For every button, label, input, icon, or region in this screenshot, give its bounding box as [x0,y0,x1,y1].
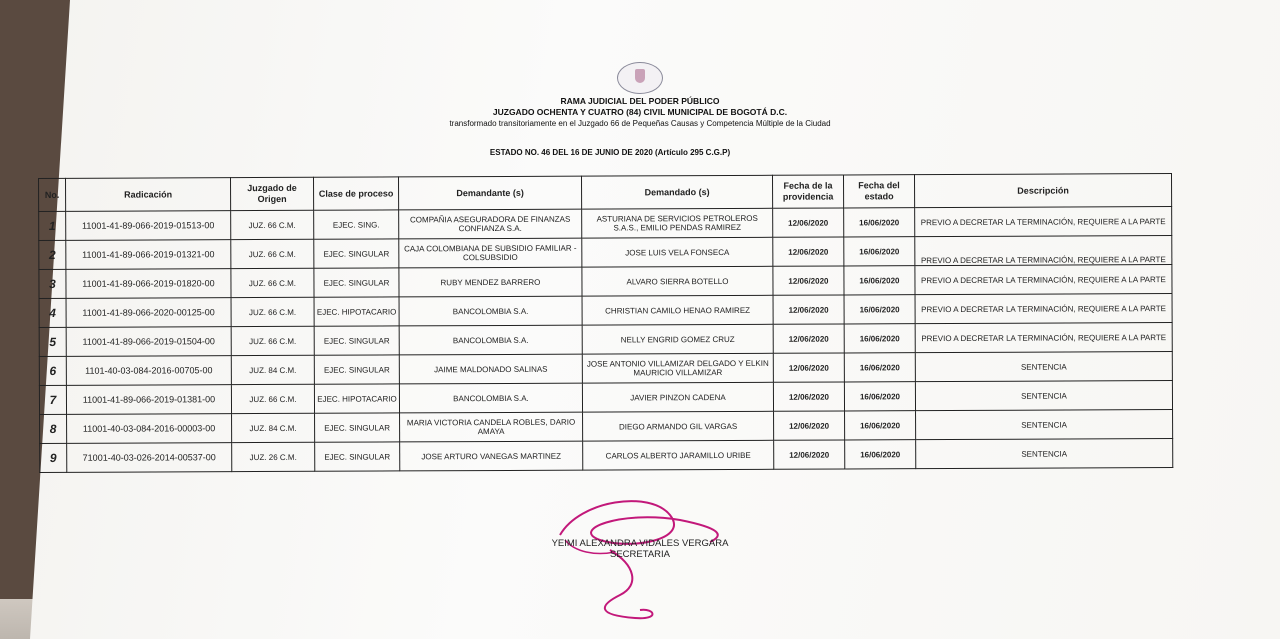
cell-no: 5 [39,327,66,356]
cell-no: 6 [39,356,66,385]
cell-fecha-estado: 16/06/2020 [844,266,915,295]
cell-juzgado: JUZ. 66 C.M. [231,239,314,268]
cell-clase: EJEC. HIPOTACARIO [314,297,399,326]
cell-fecha-estado: 16/06/2020 [844,353,915,382]
cell-fecha-providencia: 12/06/2020 [774,411,845,440]
cell-descripcion: PREVIO A DECRETAR LA TERMINACIÓN, REQUIERE A LA PARTE [915,294,1172,324]
estado-title: ESTADO NO. 46 DEL 16 DE JUNIO DE 2020 (Artículo 295 C.G.P) [489,148,731,157]
cell-demandante: BANCOLOMBIA S.A. [399,383,582,413]
cell-fecha-estado: 16/06/2020 [845,411,916,440]
col-header-descripcion: Descripción [914,174,1171,208]
cell-radicacion: 11001-41-89-066-2019-01381-00 [66,385,231,415]
table-row [40,439,1173,473]
cell-descripcion: SENTENCIA [915,381,1172,411]
col-header-clase: Clase de proceso [313,177,398,210]
cell-clase: EJEC. HIPOTACARIO [314,384,399,413]
cell-juzgado: JUZ. 84 C.M. [232,413,315,442]
header-line-3: transformado transitoriamente en el Juzgado 66 de Pequeñas Causas y Competencia Múltiple de la Ciudad [449,119,831,128]
cell-fecha-providencia: 12/06/2020 [774,440,845,469]
cell-demandado: NELLY ENGRID GOMEZ CRUZ [582,324,773,354]
signature-block [540,538,740,560]
cell-demandante: CAJA COLOMBIANA DE SUBSIDIO FAMILIAR - COLSUBSIDIO [399,238,582,268]
cell-fecha-providencia: 12/06/2020 [773,324,844,353]
cell-demandado: JOSE ANTONIO VILLAMIZAR DELGADO Y ELKIN MAURICIO VILLAMIZAR [582,353,773,383]
cell-fecha-providencia: 12/06/2020 [773,208,844,237]
cell-fecha-estado: 16/06/2020 [844,208,915,237]
cell-demandante: RUBY MENDEZ BARRERO [399,267,582,297]
document-header [0,62,1280,129]
cell-clase: EJEC. SINGULAR [314,268,399,297]
cell-clase: EJEC. SINGULAR [314,355,399,384]
cell-fecha-estado: 16/06/2020 [844,382,915,411]
col-header-fecha-estado: Fecha del estado [843,175,914,208]
cell-no: 8 [40,414,67,443]
cell-radicacion: 11001-41-89-066-2020-00125-00 [66,298,231,328]
cell-clase: EJEC. SINGULAR [315,413,400,442]
cell-juzgado: JUZ. 66 C.M. [231,210,314,239]
cell-descripcion: SENTENCIA [916,439,1173,469]
cell-no: 4 [39,298,66,327]
cell-radicacion: 11001-41-89-066-2019-01504-00 [66,327,231,357]
cell-demandado: JOSE LUIS VELA FONSECA [582,237,773,267]
cell-clase: EJEC. SINGULAR [315,442,400,471]
cell-demandante: BANCOLOMBIA S.A. [399,325,582,355]
handwritten-signature-icon [540,490,740,630]
cell-radicacion: 11001-41-89-066-2019-01820-00 [66,269,231,299]
col-header-demandante: Demandante (s) [398,176,581,210]
cell-fecha-estado: 16/06/2020 [845,440,916,469]
cell-demandante: JAIME MALDONADO SALINAS [399,354,582,384]
cell-demandado: CHRISTIAN CAMILO HENAO RAMIREZ [582,295,773,325]
cell-no: 9 [40,443,67,472]
col-header-juzgado: Juzgado de Origen [231,177,314,210]
cell-no: 7 [39,385,66,414]
table-header-row [39,174,1172,212]
cell-fecha-providencia: 12/06/2020 [773,237,844,266]
cell-radicacion: 11001-40-03-084-2016-00003-00 [67,414,232,444]
cell-fecha-providencia: 12/06/2020 [773,353,844,382]
cell-radicacion: 1101-40-03-084-2016-00705-00 [66,356,231,386]
signatory-role: SECRETARIA [609,549,670,560]
cell-fecha-estado: 16/06/2020 [844,295,915,324]
cell-clase: EJEC. SINGULAR [314,239,399,268]
cell-juzgado: JUZ. 26 C.M. [232,442,315,471]
cell-radicacion: 11001-41-89-066-2019-01513-00 [66,211,231,241]
cell-juzgado: JUZ. 66 C.M. [231,297,314,326]
cell-juzgado: JUZ. 66 C.M. [231,326,314,355]
cell-descripcion: PREVIO A DECRETAR LA TERMINACIÓN, REQUIERE A LA PARTE [915,236,1172,266]
cell-demandante: COMPAÑIA ASEGURADORA DE FINANZAS CONFIANZA S.A. [399,209,582,239]
cell-clase: EJEC. SINGULAR [314,326,399,355]
col-header-radicacion: Radicación [66,178,231,212]
cell-descripcion: SENTENCIA [916,410,1173,440]
cell-fecha-providencia: 12/06/2020 [773,295,844,324]
cell-demandado: ALVARO SIERRA BOTELLO [582,266,773,296]
estado-table [38,173,1173,473]
cell-descripcion: SENTENCIA [915,352,1172,382]
col-header-no: No. [39,178,66,211]
cell-juzgado: JUZ. 66 C.M. [231,384,314,413]
cell-radicacion: 71001-40-03-026-2014-00537-00 [67,443,232,473]
cell-descripcion: PREVIO A DECRETAR LA TERMINACIÓN, REQUIERE A LA PARTE [915,265,1172,295]
signatory-name: YEIMI ALEXANDRA VIDALES VERGARA [551,538,729,549]
col-header-fecha-providencia: Fecha de la providencia [772,175,843,208]
col-header-demandado: Demandado (s) [581,175,772,209]
cell-descripcion: PREVIO A DECRETAR LA TERMINACIÓN, REQUIERE A LA PARTE [915,323,1172,353]
cell-no: 1 [39,211,66,240]
cell-demandante: MARIA VICTORIA CANDELA ROBLES, DARIO AMAYA [400,412,583,442]
cell-demandado: DIEGO ARMANDO GIL VARGAS [583,411,774,441]
cell-demandante: JOSE ARTURO VANEGAS MARTINEZ [400,441,583,471]
header-line-2: JUZGADO OCHENTA Y CUATRO (84) CIVIL MUNICIPAL DE BOGOTÁ D.C. [492,107,788,117]
coat-of-arms-seal-icon [617,62,663,94]
cell-demandante: BANCOLOMBIA S.A. [399,296,582,326]
cell-demandado: CARLOS ALBERTO JARAMILLO URIBE [583,440,774,470]
cell-fecha-providencia: 12/06/2020 [773,266,844,295]
cell-no: 3 [39,269,66,298]
cell-fecha-estado: 16/06/2020 [844,237,915,266]
cell-fecha-providencia: 12/06/2020 [773,382,844,411]
cell-clase: EJEC. SING. [314,210,399,239]
cell-demandado: JAVIER PINZON CADENA [582,382,773,412]
cell-juzgado: JUZ. 84 C.M. [231,355,314,384]
cell-radicacion: 11001-41-89-066-2019-01321-00 [66,240,231,270]
cell-no: 2 [39,240,66,269]
cell-demandado: ASTURIANA DE SERVICIOS PETROLEROS S.A.S., EMILIO PENDAS RAMIREZ [582,208,773,238]
cell-juzgado: JUZ. 66 C.M. [231,268,314,297]
cell-fecha-estado: 16/06/2020 [844,324,915,353]
header-line-1: RAMA JUDICIAL DEL PODER PÚBLICO [560,96,720,106]
table-row [39,236,1172,270]
cell-descripcion: PREVIO A DECRETAR LA TERMINACIÓN, REQUIERE A LA PARTE [915,207,1172,237]
